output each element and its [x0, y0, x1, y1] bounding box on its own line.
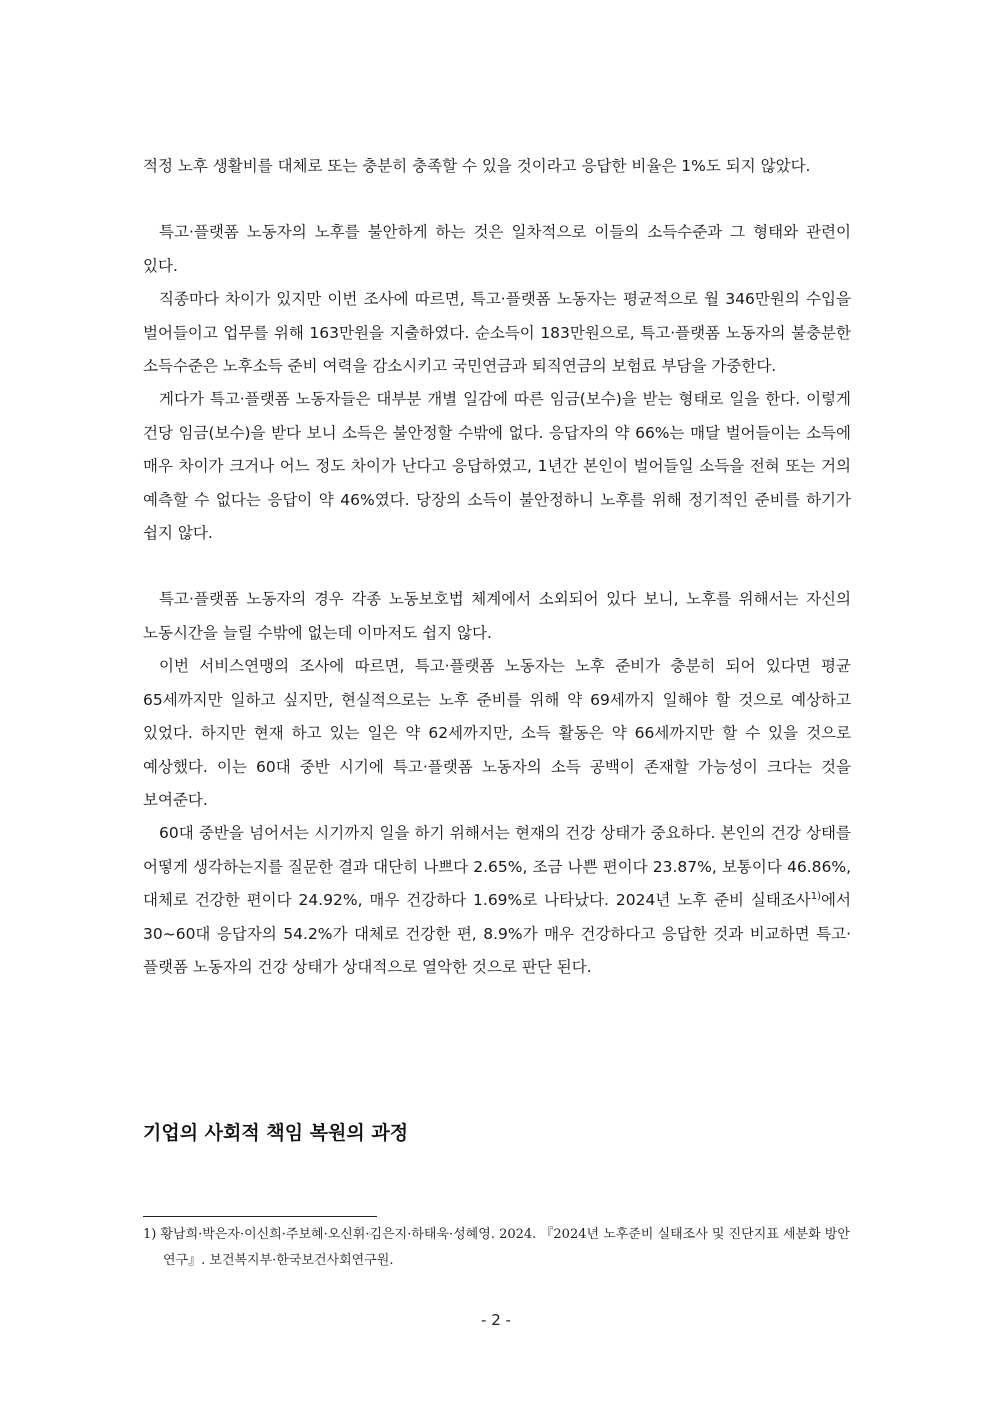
footnote-text: 황남희·박은자·이신희·주보혜·오신휘·김은지·하태욱·성혜영. 2024. 『2024년 노후준비 실태조사 및 진단지표 세분화 방안 연구』. 보건복지부·한국보건사회연구원.: [160, 1227, 850, 1268]
body-paragraph: 특고·플랫폼 노동자의 노후를 불안하게 하는 것은 일차적으로 이들의 소득수준과 그 형태와 관련이 있다.: [143, 223, 851, 275]
section-heading: 기업의 사회적 책임 복원의 과정: [143, 1122, 409, 1144]
document-body: [143, 150, 851, 984]
paragraph-text-after-note: 에서 30~60대 응답자의 54.2%가 대체로 건강한 편, 8.9%가 매우 건강하다고 응답한 것과 비교하면 특고·플랫폼 노동자의 건강 상태가 상대적으로 열악한 것으로 판단 된다.: [143, 891, 851, 976]
footnote-reference[interactable]: 1): [810, 890, 822, 902]
body-paragraph: 직종마다 차이가 있지만 이번 조사에 따르면, 특고·플랫폼 노동자는 평균적으로 월 346만원의 수입을 벌어들이고 업무를 위해 163만원을 지출하였다. 순소득이 183만원으로, 특고·플랫폼 노동자의 불충분한 소득수준은 노후소득 준비 여력을 감소시키고 국민연금과 퇴직연금의 보험료 부담을 가중한다.: [143, 290, 851, 376]
footnote-separator: [143, 1216, 377, 1217]
body-paragraph-with-footnote: [143, 817, 851, 984]
paragraph-text-before-note: 60대 중반을 넘어서는 시기까지 일을 하기 위해서는 현재의 건강 상태가 중요하다. 본인의 건강 상태를 어떻게 생각하는지를 질문한 결과 대단히 나쁘다 2.65%, 조금 나쁜 편이다 23.87%, 보통이다 46.86%, 대체로 건강한 편이다 24.92%, 매우 건강하다 1.69%로 나타났다. 2024년 노후 준비 실태조사: [143, 824, 851, 910]
body-paragraph: 이번 서비스연맹의 조사에 따르면, 특고·플랫폼 노동자는 노후 준비가 충분히 되어 있다면 평균 65세까지만 일하고 싶지만, 현실적으로는 노후 준비를 위해 약 69세까지 일해야 할 것으로 예상하고 있었다. 하지만 현재 하고 있는 일은 약 62세까지만, 소득 활동은 약 66세까지만 할 수 있을 것으로 예상했다. 이는 60대 중반 시기에 특고·플랫폼 노동자의 소득 공백이 존재할 가능성이 크다는 것을 보여준다.: [143, 657, 851, 809]
body-paragraph: 게다가 특고·플랫폼 노동자들은 대부분 개별 일감에 따른 임금(보수)을 받는 형태로 일을 한다. 이렇게 건당 임금(보수)을 받다 보니 소득은 불안정할 수밖에 없다. 응답자의 약 66%는 매달 벌어들이는 소득에 매우 차이가 크거나 어느 정도 차이가 난다고 응답하였고, 1년간 본인이 벌어들일 소득을 전혀 또는 거의 예측할 수 없다는 응답이 약 46%였다. 당장의 소득이 불안정하니 노후를 위해 정기적인 준비를 하기가 쉽지 않다.: [143, 390, 851, 543]
body-paragraph: 적정 노후 생활비를 대체로 또는 충분히 충족할 수 있을 것이라고 응답한 비율은 1%도 되지 않았다.: [143, 157, 811, 175]
body-paragraph: 특고·플랫폼 노동자의 경우 각종 노동보호법 체계에서 소외되어 있다 보니, 노후를 위해서는 자신의 노동시간을 늘릴 수밖에 없는데 이마저도 쉽지 않다.: [143, 590, 851, 642]
footnote: [143, 1222, 871, 1274]
paragraph-gap: [143, 183, 851, 216]
paragraph-gap: [143, 550, 851, 583]
page-number: - 2 -: [481, 1311, 511, 1329]
footnote-mark: 1): [143, 1227, 157, 1242]
